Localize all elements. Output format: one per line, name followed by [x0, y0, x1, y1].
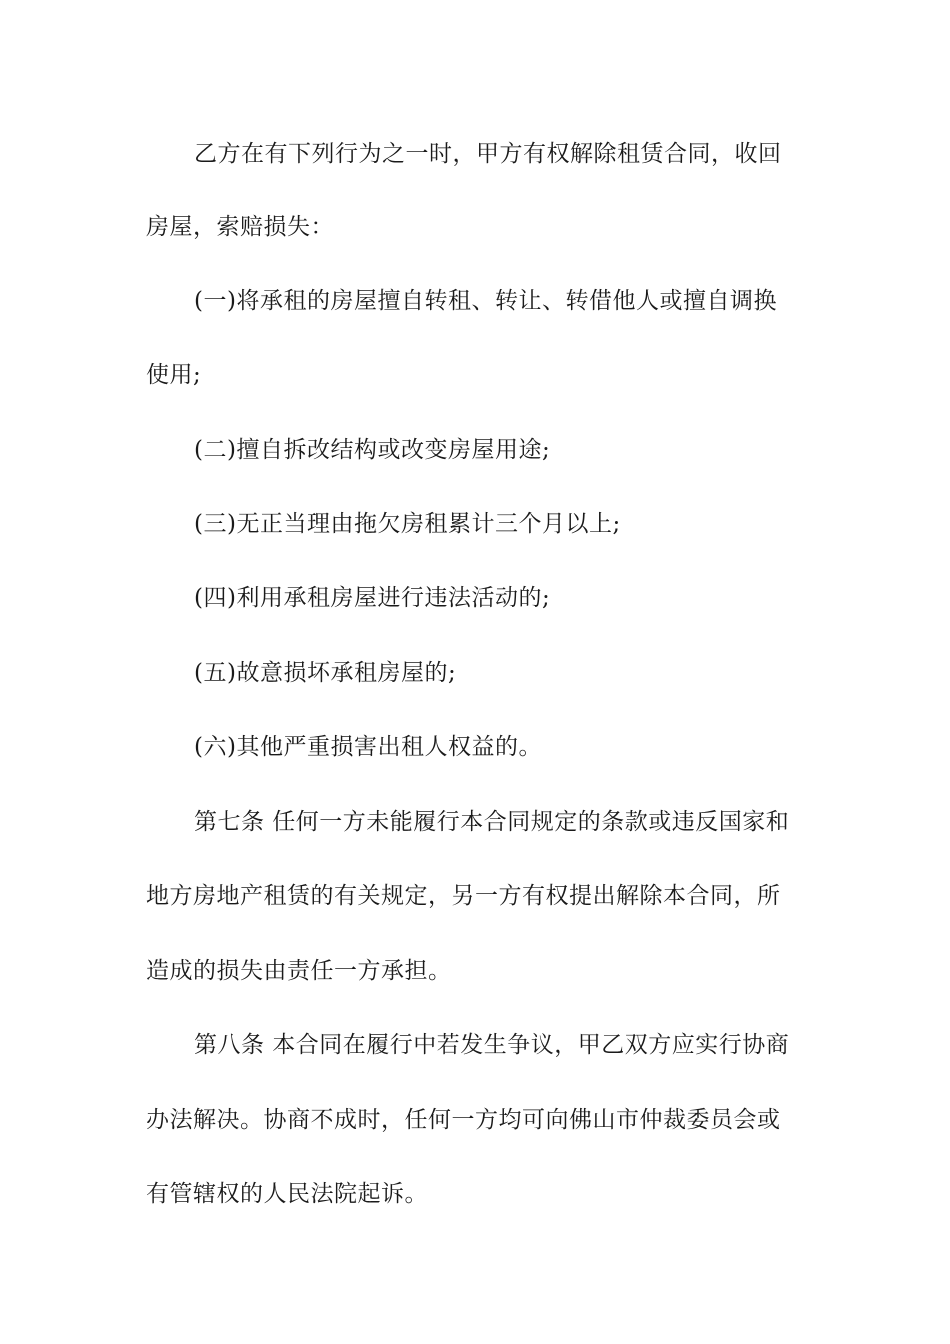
paragraph-line: 房屋，索赔损失：: [146, 214, 334, 240]
list-item-line: 使用;: [146, 362, 202, 388]
article-7-line: 造成的损失由责任一方承担。: [146, 958, 452, 984]
article-7-line: 第七条 任何一方未能履行本合同规定的条款或违反国家和: [194, 809, 790, 835]
list-item: (四)利用承租房屋进行违法活动的;: [194, 585, 551, 611]
article-8-line: 有管辖权的人民法院起诉。: [146, 1181, 428, 1207]
paragraph-line: 乙方在有下列行为之一时，甲方有权解除租赁合同，收回: [194, 141, 782, 167]
article-8-line: 办法解决。协商不成时，任何一方均可向佛山市仲裁委员会或: [146, 1107, 781, 1133]
list-item: (二)擅自拆改结构或改变房屋用途;: [194, 437, 551, 463]
list-item: (六)其他严重损害出租人权益的。: [194, 734, 542, 760]
list-item-line: (一)将承租的房屋擅自转租、转让、转借他人或擅自调换: [194, 288, 777, 314]
article-7-line: 地方房地产租赁的有关规定，另一方有权提出解除本合同，所: [146, 883, 781, 909]
article-8-line: 第八条 本合同在履行中若发生争议，甲乙双方应实行协商: [194, 1032, 790, 1058]
list-item: (五)故意损坏承租房屋的;: [194, 660, 457, 686]
list-item: (三)无正当理由拖欠房租累计三个月以上;: [194, 511, 621, 537]
